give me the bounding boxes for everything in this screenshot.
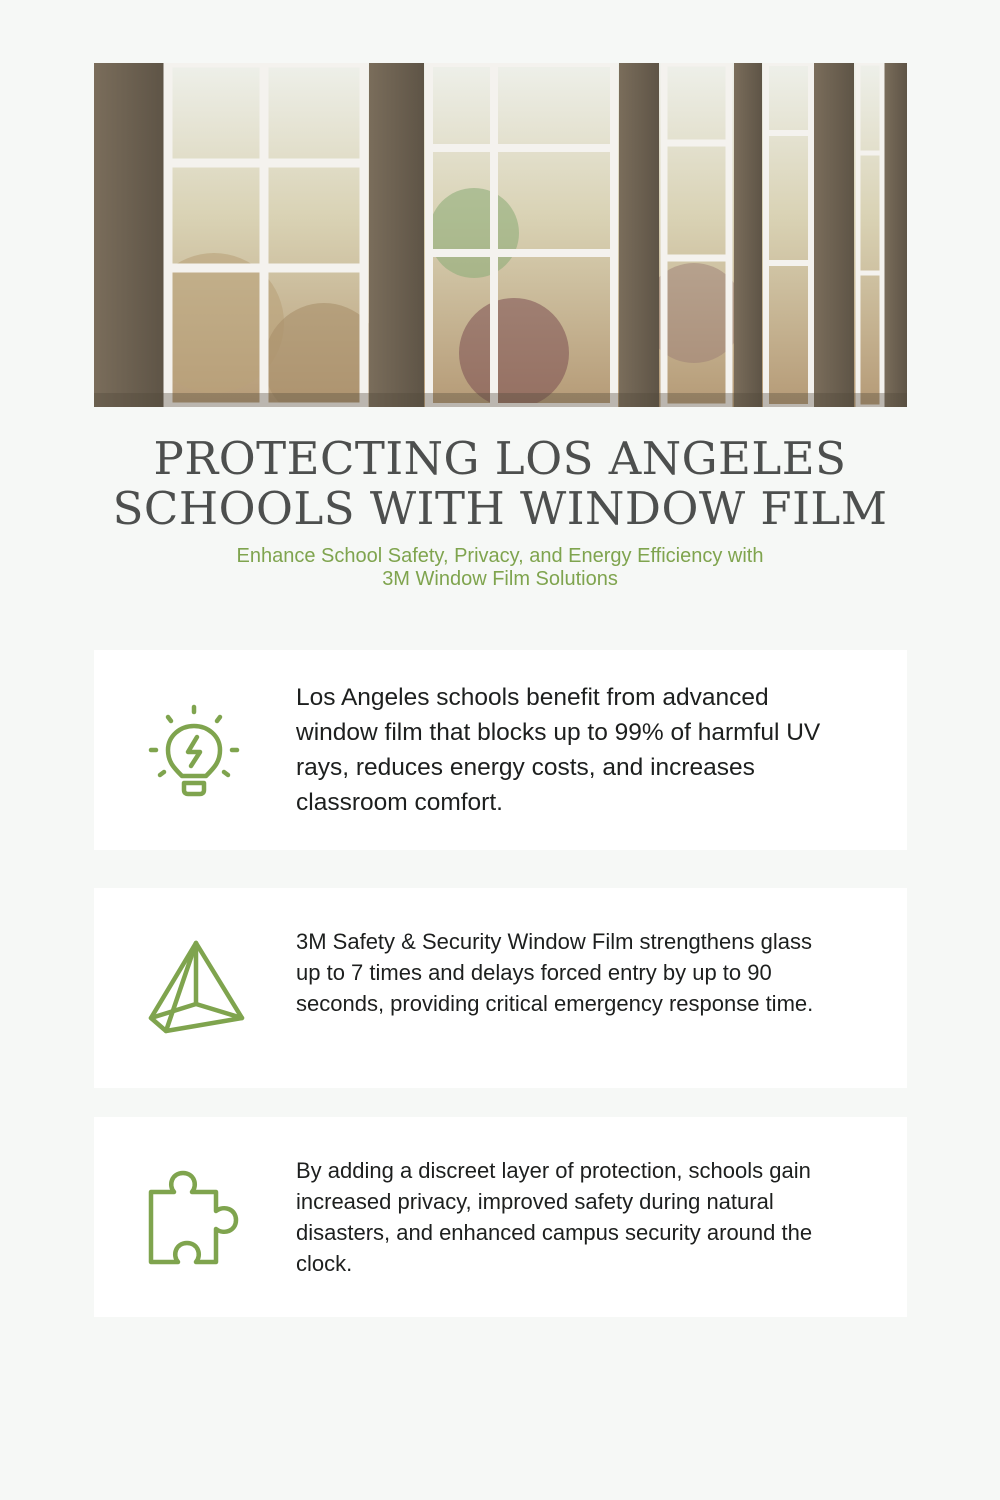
feature-card-security <box>94 888 907 1088</box>
pyramid-icon <box>146 938 246 1038</box>
puzzle-piece-icon <box>146 1167 246 1267</box>
feature-text: By adding a discreet layer of protection, schools gain increased privacy, improved safety during natural disasters, and enhanced campus security around the clock. <box>296 1158 813 1276</box>
feature-card-privacy <box>94 1117 907 1317</box>
hero-image <box>94 63 907 407</box>
feature-text: Los Angeles schools benefit from advanced window film that blocks up to 99% of harmful UV rays, reduces energy costs, and increases classroom comfort. <box>296 684 821 816</box>
feature-text: 3M Safety & Security Window Film strengthens glass up to 7 times and delays forced entry by up to 90 seconds, providing critical emergency response time. <box>296 929 814 1016</box>
feature-card-uv <box>94 650 907 850</box>
page-title: PROTECTING LOS ANGELES SCHOOLS WITH WINDOW FILM <box>112 432 888 535</box>
lightbulb-icon <box>146 700 246 800</box>
page-subtitle: Enhance School Safety, Privacy, and Energy Efficiency with 3M Window Film Solutions <box>236 545 764 590</box>
window-photo <box>94 63 907 407</box>
